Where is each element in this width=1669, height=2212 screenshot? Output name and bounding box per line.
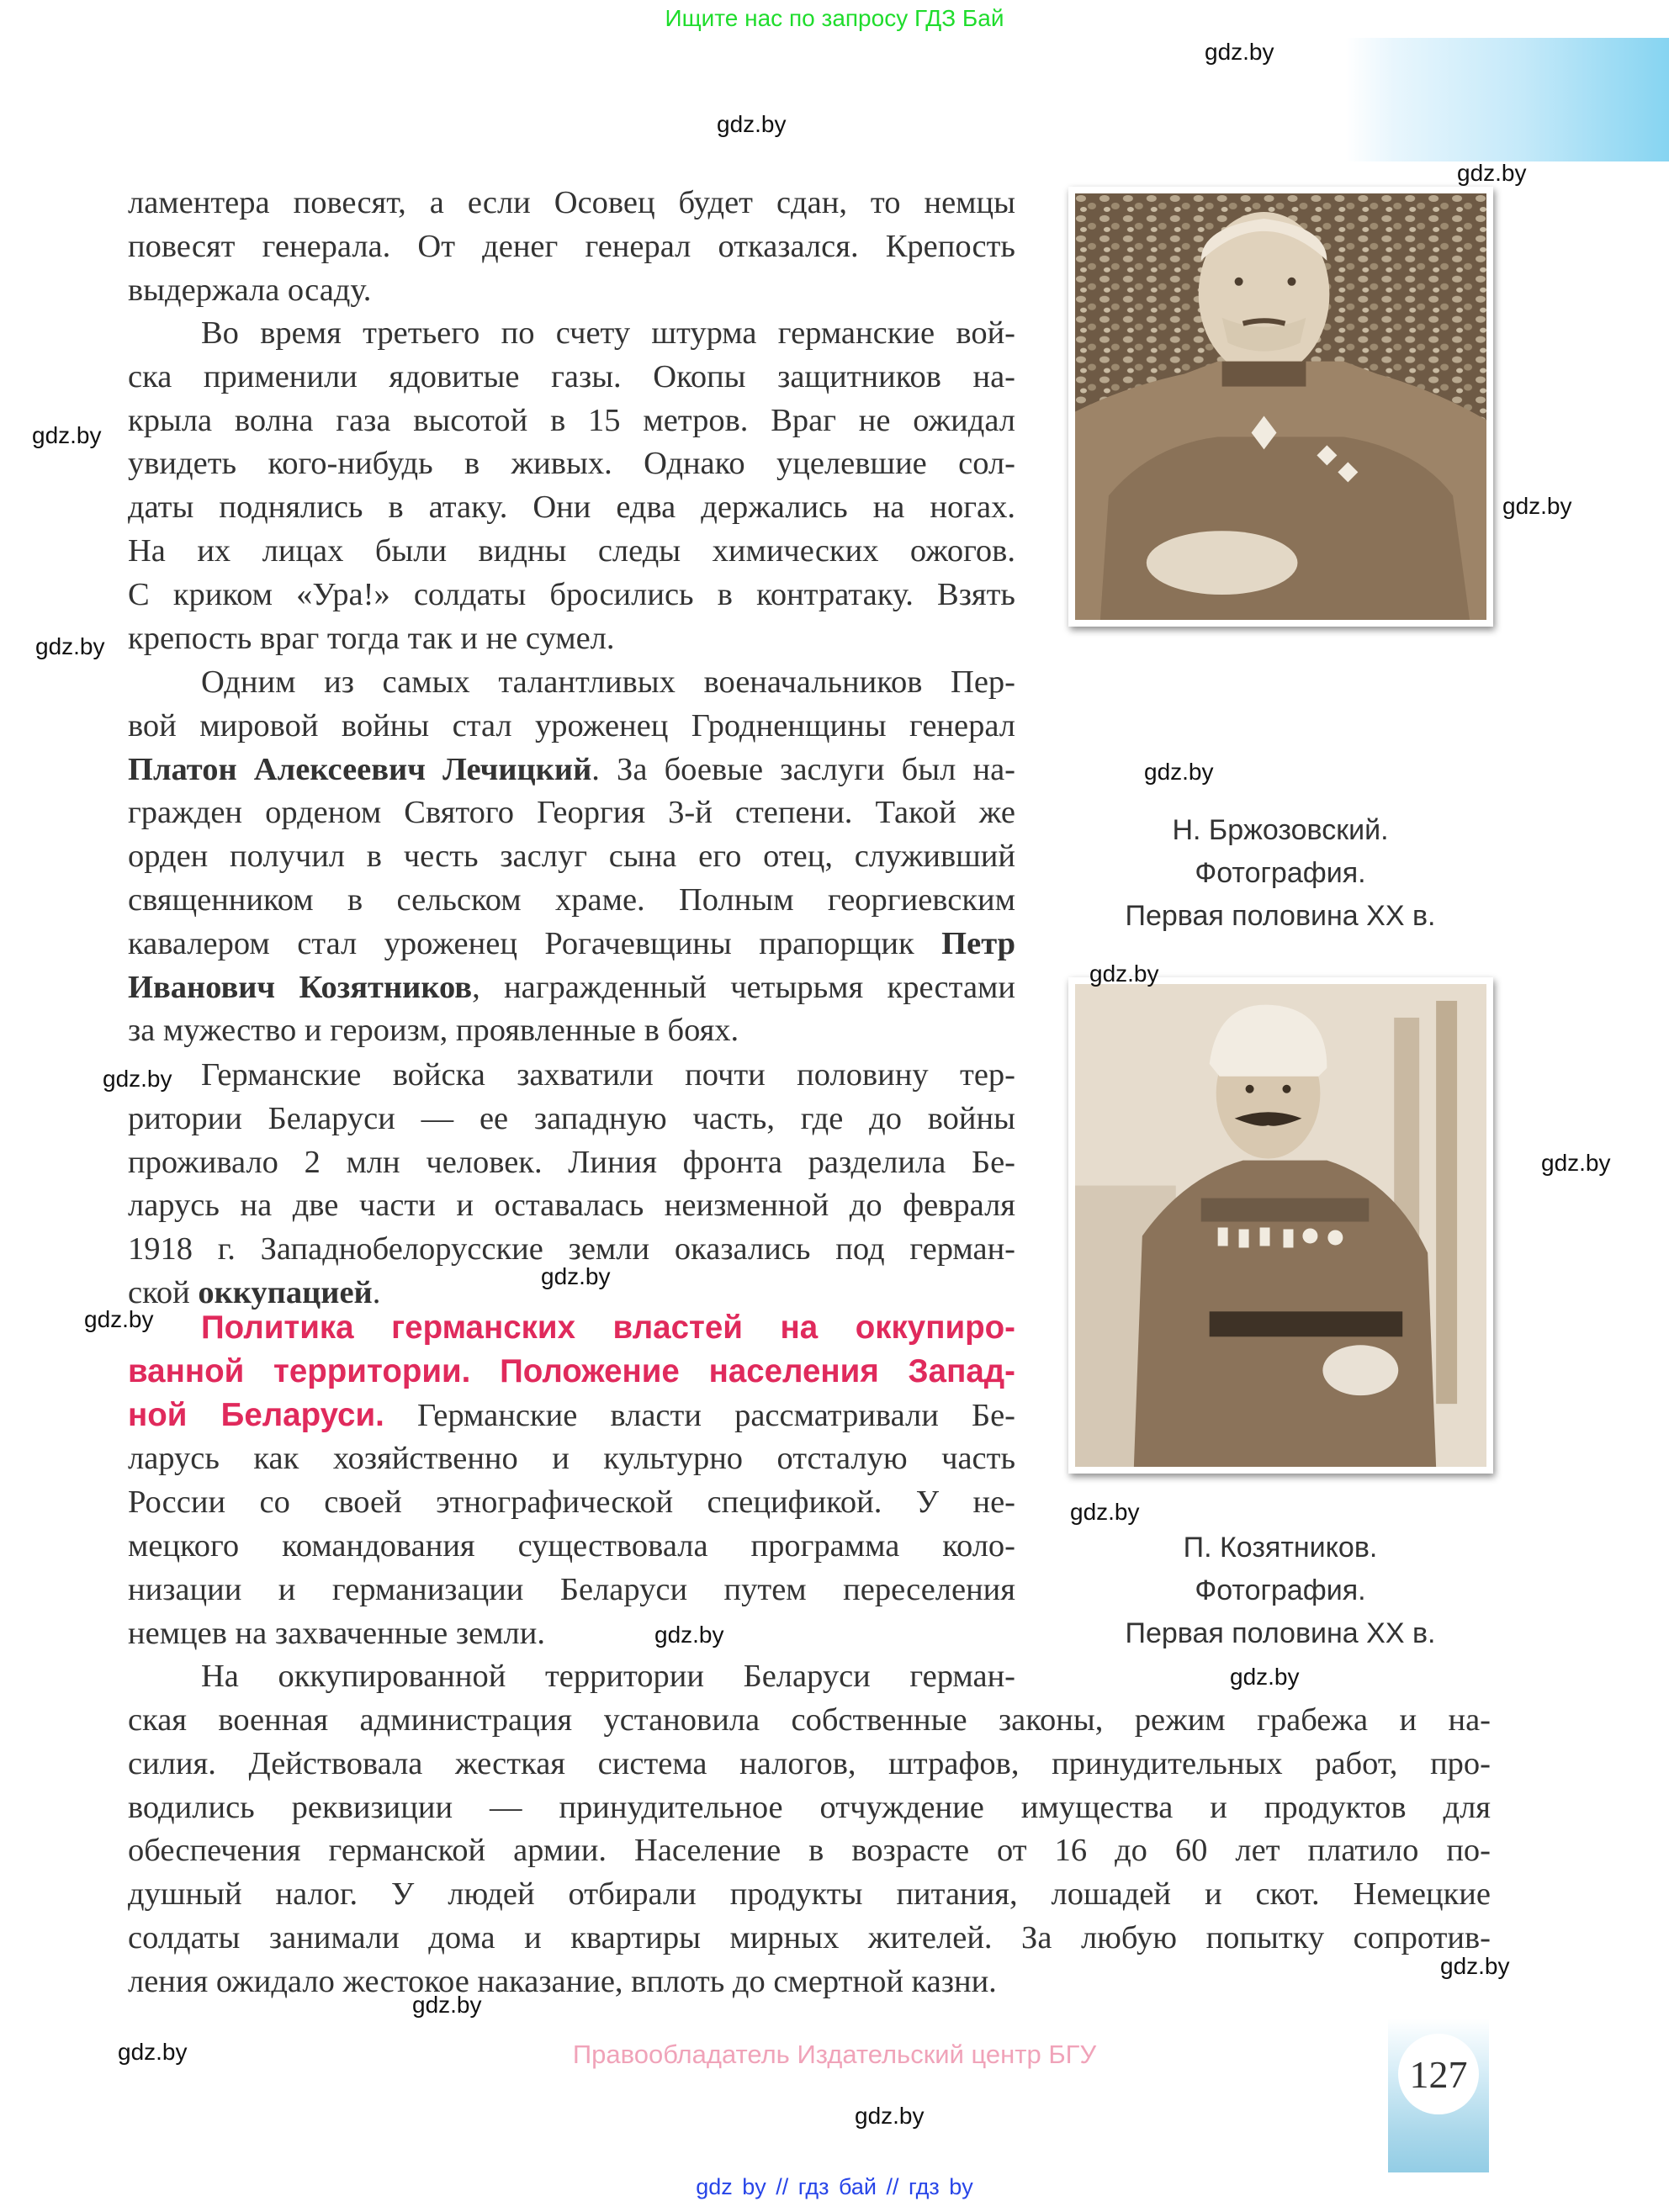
text-line: крепость враг тогда так и не сумел. [128, 620, 615, 656]
figure-2-caption [1062, 1527, 1499, 1655]
text-line: ления ожидало жестокое наказание, вплоть до смертной казни. [128, 1963, 997, 1999]
portrait-brzhozovsky-image [1075, 193, 1486, 620]
watermark-text: gdz.by [118, 2039, 188, 2065]
text-line: С криком «Ура!» солдаты бросились в контратаку. Взять [128, 576, 1015, 612]
text-line: Одним из самых талантливых военачальников Пер- [201, 664, 1015, 700]
text-line: мецкого командования существовала программа коло- [128, 1527, 1015, 1564]
figure-1-caption [1062, 809, 1499, 938]
text-line: России со своей этнографической спецификой. У не- [128, 1484, 1015, 1521]
text-line: На оккупированной территории Беларуси герман- [201, 1659, 1015, 1694]
text-line [128, 923, 1015, 966]
text-line: ская военная администрация установила собственные законы, режим грабежа и на- [128, 1702, 1491, 1738]
watermark-text: gdz.by [855, 2103, 925, 2129]
text-line [128, 966, 1015, 1010]
text-line: солдаты занимали дома и квартиры мирных жителей. За любую попытку сопротив- [128, 1919, 1491, 1955]
bold-name-lechitsky: Платон Алексеевич Лечицкий [128, 751, 592, 787]
text-line: гражден орденом Святого Георгия 3-й степени. Такой же [128, 795, 1015, 831]
text-line: немцев на захваченные земли. [128, 1615, 545, 1651]
text-line: обеспечения германской армии. Население в возрасте от 16 до 60 лет платило по- [128, 1833, 1491, 1869]
paragraph-commanders [128, 661, 1015, 1053]
text-line: ламентера повесят, а если Осовец будет сдан, то немцы [128, 185, 1015, 220]
bold-name-kozyatnikov-first: Петр [941, 925, 1015, 961]
text-line [128, 749, 1015, 792]
text-line: выдержала осаду. [128, 272, 372, 308]
text-line: низации и германизации Беларуси путем переселения [128, 1571, 1015, 1607]
text-fragment: . [372, 1274, 381, 1310]
watermark-text: gdz.by [1502, 493, 1572, 519]
text-line: ска применили ядовитые газы. Окопы защитников на- [128, 358, 1015, 394]
watermark-text: gdz.by [1205, 39, 1274, 65]
text-line: вой мировой войны стал уроженец Гродненщины генерал [128, 707, 1015, 744]
footer-site-links[interactable]: gdz by // гдз бай // гдз by [696, 2174, 973, 2199]
watermark-text: gdz.by [35, 633, 105, 659]
portrait-kozyatnikov-image [1075, 984, 1486, 1467]
page-number: 127 [1398, 2034, 1479, 2114]
paragraph-osovets-ending [128, 182, 1015, 312]
watermark-text: gdz.by [717, 111, 787, 137]
section-heading-line: ванной территории. Положение населения Запад- [128, 1352, 1015, 1389]
paragraph-administration [128, 1655, 1015, 1699]
text-line: душный налог. У людей отбирали продукты питания, лошадей и скот. Немецкие [128, 1876, 1491, 1913]
paragraph-administration-full [128, 1699, 1491, 2004]
text-fragment: кавалером стал уроженец Рогачевщины прапорщик [128, 925, 942, 961]
text-line: проживало 2 млн человек. Линия фронта разделила Бе- [128, 1144, 1015, 1180]
watermark-text: gdz.by [1070, 1499, 1140, 1525]
text-line: Германские войска захватили почти половину тер- [201, 1057, 1015, 1093]
watermark-text: gdz.by [1541, 1150, 1611, 1176]
section-heading-line: ной Беларуси. [128, 1396, 384, 1433]
text-line: ларусь как хозяйственно и культурно отсталую часть [128, 1441, 1015, 1477]
text-fragment: ской [128, 1274, 199, 1310]
text-line: силия. Действовала жесткая система налогов, штрафов, принудительных работ, про- [128, 1745, 1491, 1781]
caption-line: Н. Бржозовский. [1172, 814, 1389, 846]
text-line: орден получил в честь заслуг сына его отец, служивший [128, 839, 1015, 875]
paragraph-gas-attack [128, 312, 1015, 660]
bold-name-kozyatnikov-rest: Иванович Козятников [128, 969, 473, 1005]
text-line: Во время третьего по счету штурма германские вой- [201, 315, 1015, 351]
text-fragment: Германские власти рассматривали Бе- [384, 1397, 1015, 1433]
text-line: ларусь на две части и оставалась неизменной до февраля [128, 1188, 1015, 1224]
copyright-notice: Правообладатель Издательский центр БГУ [572, 2040, 1097, 2069]
text-fragment: , награжденный четырьмя крестами [472, 969, 1015, 1005]
section-german-policy [128, 1306, 1015, 1655]
watermark-text: gdz.by [1144, 759, 1214, 785]
page-number-badge [1388, 2019, 1489, 2172]
figure-kozyatnikov-photo [1068, 977, 1493, 1474]
section-heading-line: Политика германских властей на оккупиро- [201, 1310, 1015, 1346]
text-line: крыла волна газа высотой в 15 метров. Враг не ожидал [128, 402, 1015, 438]
search-hint-banner: Ищите нас по запросу ГДЗ Бай [665, 5, 1004, 31]
text-line: водились реквизиции — принудительное отчуждение имущества и продуктов для [128, 1789, 1491, 1825]
watermark-text: gdz.by [1089, 960, 1159, 987]
text-line: ритории Беларуси — ее западную часть, где до войны [128, 1100, 1015, 1136]
caption-line: П. Козятников. [1183, 1532, 1378, 1564]
text-fragment: . За боевые заслуги был на- [591, 751, 1015, 787]
caption-line: Фотография. [1195, 1574, 1366, 1606]
text-line: На их лицах были видны следы химических ожогов. [128, 532, 1015, 569]
text-line: даты поднялись в атаку. Они едва держались на ногах. [128, 489, 1015, 526]
watermark-text: gdz.by [32, 422, 102, 448]
watermark-text: gdz.by [412, 1992, 482, 2018]
caption-line: Первая половина XX в. [1125, 900, 1436, 932]
text-line: 1918 г. Западнобелорусские земли оказались под герман- [128, 1231, 1015, 1267]
caption-line: Первая половина XX в. [1125, 1617, 1436, 1649]
decorative-blue-band [1346, 38, 1669, 161]
text-line: за мужество и героизм, проявленные в боях. [128, 1013, 739, 1049]
text-line [128, 1394, 1015, 1438]
watermark-text: gdz.by [1440, 1953, 1510, 1979]
watermark-text: gdz.by [654, 1622, 724, 1648]
watermark-text: gdz.by [84, 1306, 154, 1332]
caption-line: Фотография. [1195, 857, 1366, 889]
watermark-text: gdz.by [1230, 1664, 1300, 1690]
watermark-text: gdz.by [1457, 160, 1527, 186]
text-line: увидеть кого-нибудь в живых. Однако уцелевшие сол- [128, 446, 1015, 482]
text-line: повесят генерала. От денег генерал отказался. Крепость [128, 228, 1015, 264]
watermark-text: gdz.by [103, 1066, 172, 1092]
figure-brzhozovsky-photo [1068, 187, 1493, 627]
bold-term-occupation: оккупацией [198, 1274, 373, 1310]
watermark-text: gdz.by [541, 1263, 611, 1289]
text-line: священником в сельском храме. Полным георгиевским [128, 881, 1015, 918]
